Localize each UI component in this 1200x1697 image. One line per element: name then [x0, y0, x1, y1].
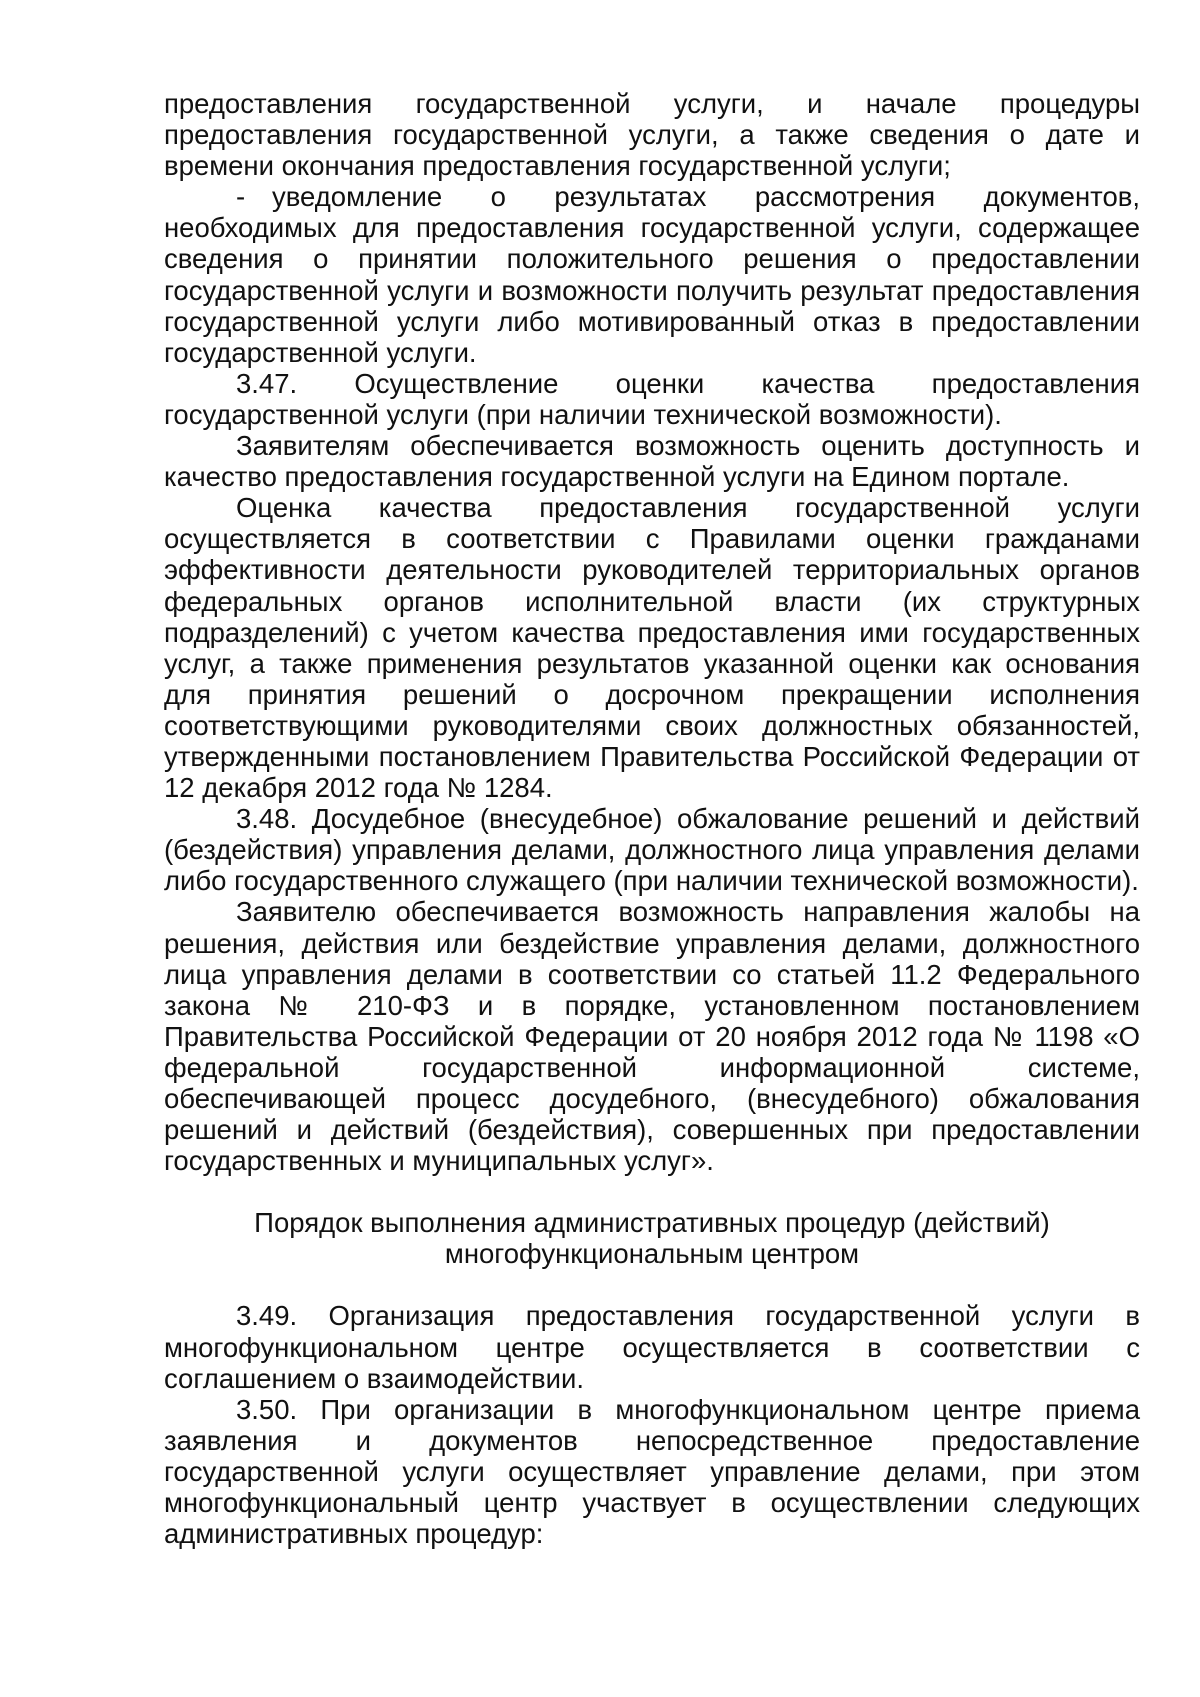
paragraph-portal-evaluation: Заявителям обеспечивается возможность оценить доступность и качество предоставления государственной услуги на Едином портале. — [164, 430, 1140, 493]
paragraph-3-48: 3.48. Досудебное (внесудебное) обжалование решений и действий (бездействия) управления делами, должностного лица управления делами либо государственного служащего (при наличии технической возможности). — [164, 803, 1140, 897]
document-page — [164, 88, 1140, 1549]
paragraph-3-49: 3.49. Организация предоставления государственной услуги в многофункциональном центре осуществляется в соответствии с соглашением о взаимодействии. — [164, 1300, 1140, 1394]
paragraph-3-50: 3.50. При организации в многофункциональном центре приема заявления и документов непосредственное предоставление государственной услуги осуществляет управление делами, при этом многофункциональный центр участвует в осуществлении следующих административных процедур: — [164, 1393, 1140, 1550]
section-heading-line2: многофункциональным центром — [444, 1238, 860, 1270]
section-heading-line1: Порядок выполнения административных процедур (действий) — [254, 1207, 1050, 1239]
paragraph-continuation: предоставления государственной услуги, и начале процедуры предоставления государственной услуги, а также сведения о дате и времени окончания предоставления государственной услуги; — [164, 88, 1140, 182]
bullet-item-notification — [164, 181, 1140, 368]
paragraph-evaluation-rules: Оценка качества предоставления государственной услуги осуществляется в соответствии с Правилами оценки гражданами эффективности деятельности руководителей территориальных органов федеральных органов исполнительной власти (их структурных подразделений) с учетом качества предоставления ими государственных услуг, а также применения результатов указанной оценки как основания для принятия решений о досрочном прекращении исполнения соответствующими руководителями своих должностных обязанностей, утвержденными постановлением Правительства Российской Федерации от 12 декабря 2012 года № 1284. — [164, 492, 1140, 804]
bullet-dash: - — [236, 181, 246, 213]
paragraph-complaint: Заявителю обеспечивается возможность направления жалобы на решения, действия или бездействие управления делами, должностного лица управления делами в соответствии со статьей 11.2 Федерального закона № 210-ФЗ и в порядке, установленном постановлением Правительства Российской Федерации от 20 ноября 2012 года № 1198 «О федеральной государственной информационной системе, обеспечивающей процесс досудебного, (внесудебного) обжалования решений и действий (бездействия), совершенных при предоставлении государственных и муниципальных услуг». — [164, 896, 1140, 1177]
bullet-item-text: уведомление о результатах рассмотрения документов, необходимых для предоставления государственной услуги, содержащее сведения о принятии положительного решения о предоставлении государственной услуги и возможности получить результат предоставления государственной услуги либо мотивированный отказ в предоставлении государственной услуги. — [164, 181, 1140, 368]
paragraph-3-47: 3.47. Осуществление оценки качества предоставления государственной услуги (при наличии технической возможности). — [164, 367, 1140, 430]
section-heading — [164, 1207, 1140, 1269]
